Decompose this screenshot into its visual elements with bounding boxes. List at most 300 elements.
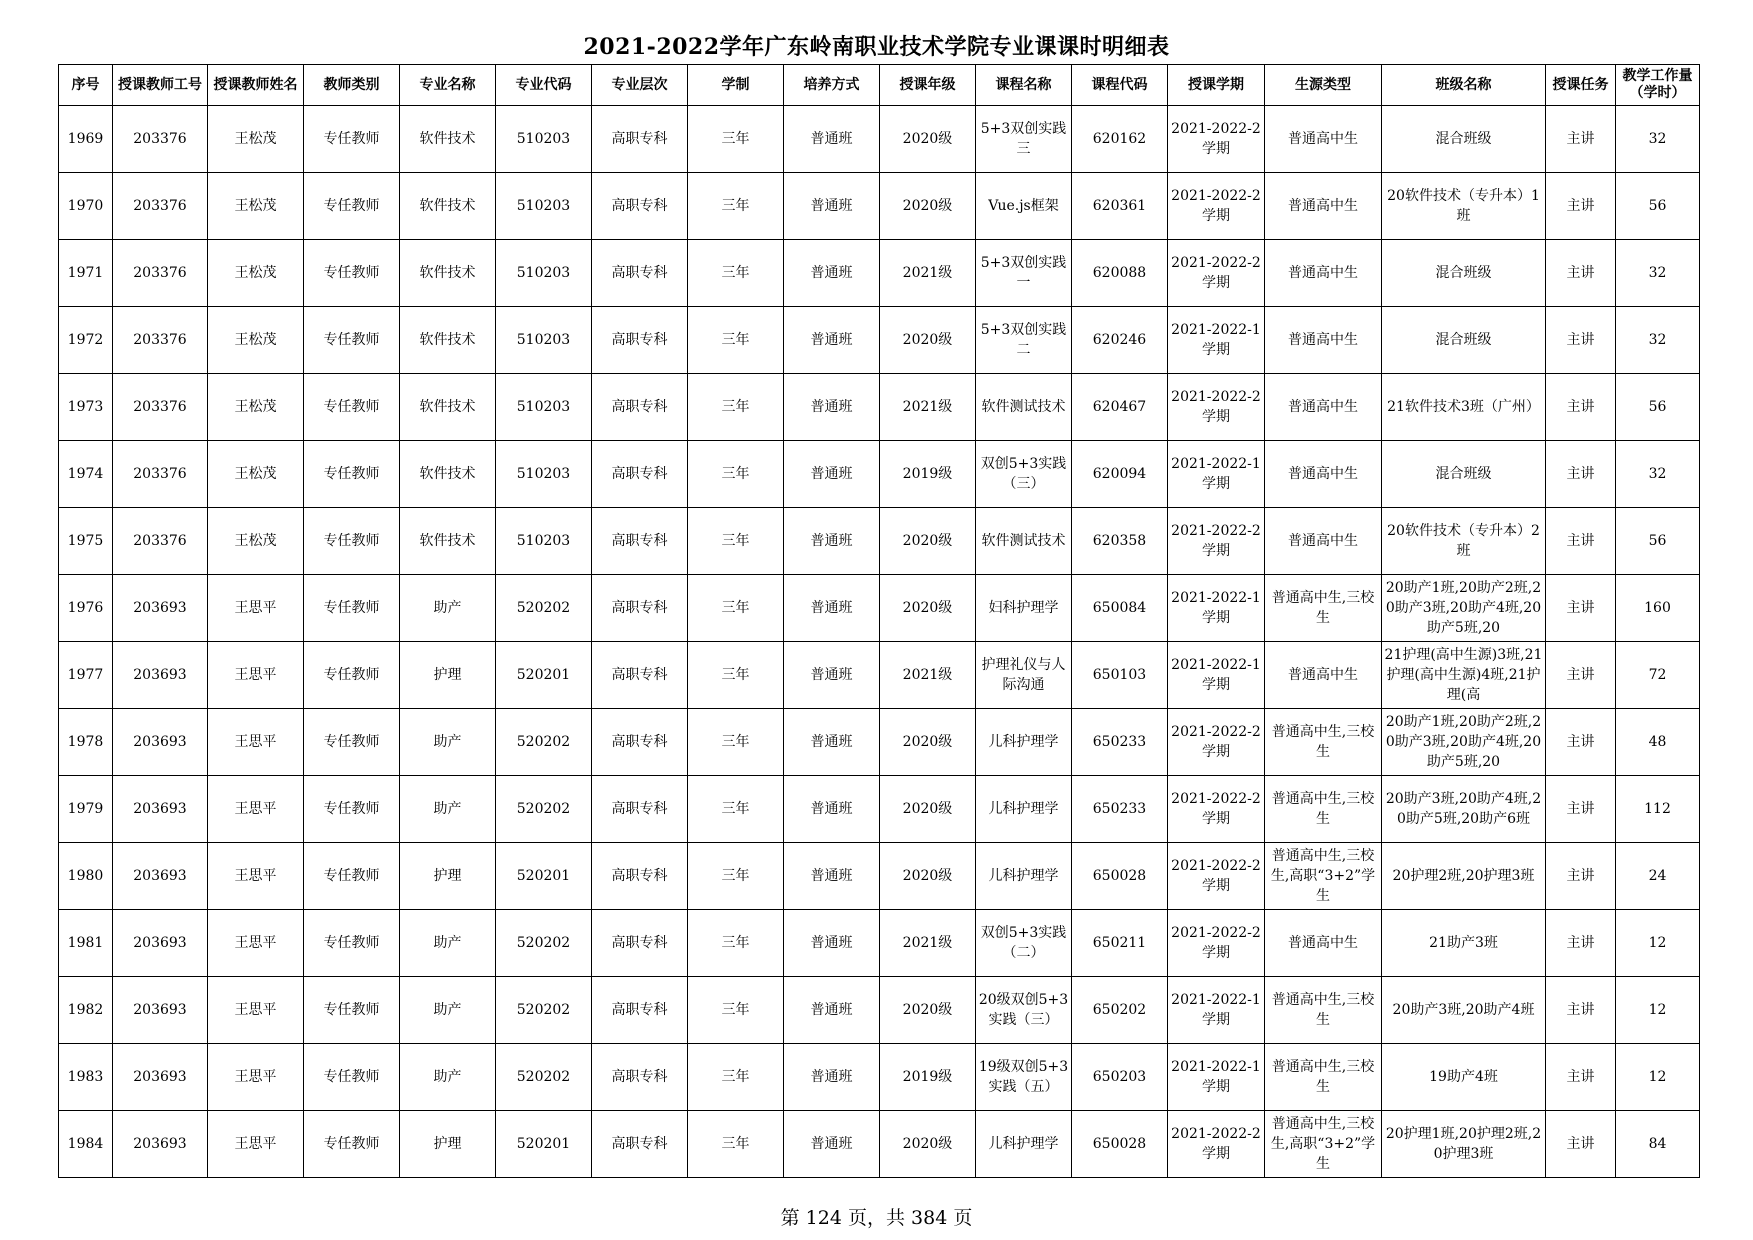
table-cell — [304, 374, 400, 441]
cell-text: 2020级 — [902, 801, 953, 817]
table-cell — [784, 307, 880, 374]
table-row — [59, 508, 1700, 575]
cell-text: 520201 — [516, 1136, 571, 1152]
table-cell — [1265, 441, 1382, 508]
table-cell — [1168, 977, 1265, 1044]
cell-text: 三年 — [721, 265, 750, 281]
table-cell — [1546, 776, 1616, 843]
cell-text: 203376 — [133, 466, 187, 482]
table-row — [59, 776, 1700, 843]
table-cell — [1072, 575, 1168, 642]
cell-text: 56 — [1648, 198, 1667, 214]
cell-text: 专任教师 — [323, 868, 380, 884]
table-cell — [59, 575, 113, 642]
table-row — [59, 307, 1700, 374]
cell-text: 203693 — [133, 667, 187, 683]
cell-text: 主讲 — [1566, 935, 1595, 951]
cell-text: 72 — [1648, 667, 1667, 683]
column-header: 授课教师工号 — [113, 65, 208, 106]
cell-text: 高职专科 — [611, 1069, 668, 1085]
cell-text: 普通班 — [810, 332, 853, 348]
table-cell — [208, 441, 304, 508]
cell-text: 专任教师 — [323, 399, 380, 415]
table-row — [59, 1044, 1700, 1111]
column-header: 课程代码 — [1072, 65, 1168, 106]
table-cell — [1168, 1111, 1265, 1178]
table-cell — [496, 240, 592, 307]
cell-text: 21护理(高中生源)3班,21护理(高中生源)4班,21护理(高 — [1384, 647, 1543, 703]
cell-text: 普通班 — [810, 1136, 853, 1152]
table-cell — [688, 977, 784, 1044]
table-cell — [1072, 240, 1168, 307]
table-cell — [1265, 1044, 1382, 1111]
table-cell — [59, 776, 113, 843]
course-hours-table — [58, 64, 1700, 1178]
column-header: 培养方式 — [784, 65, 880, 106]
cell-text: 1982 — [67, 1002, 104, 1018]
table-cell — [496, 374, 592, 441]
cell-text: 2020级 — [902, 332, 953, 348]
cell-text: 专任教师 — [323, 667, 380, 683]
cell-text: 护理礼仪与人际沟通 — [981, 657, 1066, 693]
cell-text: 专任教师 — [323, 935, 380, 951]
table-cell — [59, 307, 113, 374]
cell-text: 520202 — [516, 600, 571, 616]
table-cell — [59, 508, 113, 575]
table-cell — [1546, 709, 1616, 776]
cell-text: 12 — [1648, 1069, 1667, 1085]
cell-text: 高职专科 — [611, 734, 668, 750]
table-cell — [688, 843, 784, 910]
cell-text: 普通班 — [810, 734, 853, 750]
table-cell — [1168, 843, 1265, 910]
table-cell — [1168, 173, 1265, 240]
table-cell — [1168, 106, 1265, 173]
cell-text: 1978 — [67, 734, 104, 750]
cell-text: 650202 — [1092, 1002, 1147, 1018]
table-cell — [1265, 776, 1382, 843]
cell-text: 普通班 — [810, 533, 853, 549]
table-cell — [1546, 575, 1616, 642]
cell-text: 1980 — [67, 868, 104, 884]
table-cell — [1382, 776, 1546, 843]
cell-text: 520201 — [516, 868, 571, 884]
cell-text: 650103 — [1092, 667, 1147, 683]
cell-text: 软件测试技术 — [981, 533, 1066, 549]
table-cell — [1382, 843, 1546, 910]
cell-text: 王思平 — [234, 667, 277, 683]
table-cell — [592, 642, 688, 709]
table-cell — [304, 307, 400, 374]
table-cell — [208, 173, 304, 240]
table-cell — [1616, 508, 1700, 575]
table-cell — [880, 709, 976, 776]
cell-text: 高职专科 — [611, 868, 668, 884]
column-header: 教学工作量（学时） — [1616, 65, 1700, 106]
table-cell — [976, 910, 1072, 977]
table-cell — [1168, 307, 1265, 374]
table-cell — [208, 106, 304, 173]
cell-text: 2021-2022-2学期 — [1171, 389, 1261, 425]
table-cell — [784, 776, 880, 843]
table-cell — [880, 776, 976, 843]
cell-text: 普通高中生 — [1288, 667, 1358, 683]
table-cell — [1382, 642, 1546, 709]
cell-text: 2021-2022-2学期 — [1171, 791, 1261, 827]
page-title: 2021-2022学年广东岭南职业技术学院专业课课时明细表 — [583, 34, 1170, 60]
table-cell — [113, 173, 208, 240]
table-cell — [1546, 843, 1616, 910]
cell-text: 5+3双创实践一 — [980, 255, 1067, 291]
table-row — [59, 173, 1700, 240]
cell-text: 1972 — [67, 332, 104, 348]
cell-text: 56 — [1648, 533, 1667, 549]
cell-text: 普通高中生 — [1288, 399, 1358, 415]
cell-text: 三年 — [721, 198, 750, 214]
table-cell — [1382, 1044, 1546, 1111]
cell-text: 助产 — [433, 734, 462, 750]
table-cell — [1265, 642, 1382, 709]
column-header: 授课教师姓名 — [208, 65, 304, 106]
cell-text: 20软件技术（专升本）2班 — [1387, 523, 1540, 559]
table-cell — [304, 508, 400, 575]
cell-text: 高职专科 — [611, 935, 668, 951]
cell-text: 儿科护理学 — [988, 1136, 1059, 1152]
cell-text: 620094 — [1092, 466, 1147, 482]
cell-text: 2020级 — [902, 1002, 953, 1018]
column-header: 班级名称 — [1382, 65, 1546, 106]
table-row — [59, 374, 1700, 441]
cell-text: 专任教师 — [323, 1136, 380, 1152]
cell-text: 主讲 — [1566, 1002, 1595, 1018]
table-cell — [592, 508, 688, 575]
cell-text: 三年 — [721, 801, 750, 817]
cell-text: 2021-2022-2学期 — [1171, 858, 1261, 894]
cell-text: 32 — [1648, 332, 1667, 348]
cell-text: 20助产1班,20助产2班,20助产3班,20助产4班,20助产5班,20 — [1385, 580, 1542, 636]
cell-text: 2021-2022-1学期 — [1171, 456, 1261, 492]
cell-text: 203693 — [133, 734, 187, 750]
table-cell — [304, 910, 400, 977]
cell-text: 32 — [1648, 466, 1667, 482]
cell-text: 普通高中生,三校生 — [1271, 724, 1375, 760]
cell-text: 主讲 — [1566, 600, 1595, 616]
cell-text: 高职专科 — [611, 466, 668, 482]
table-cell — [496, 307, 592, 374]
table-cell — [1265, 508, 1382, 575]
cell-text: 普通高中生 — [1288, 265, 1358, 281]
table-cell — [113, 508, 208, 575]
table-cell — [688, 307, 784, 374]
table-cell — [976, 843, 1072, 910]
cell-text: 203693 — [133, 801, 187, 817]
table-cell — [304, 1044, 400, 1111]
cell-text: 510203 — [516, 198, 571, 214]
table-row — [59, 910, 1700, 977]
table-cell — [1546, 307, 1616, 374]
table-cell — [880, 508, 976, 575]
table-cell — [880, 106, 976, 173]
cell-text: 2021-2022-2学期 — [1171, 1126, 1261, 1162]
table-cell — [59, 843, 113, 910]
table-cell — [976, 709, 1072, 776]
table-cell — [1168, 709, 1265, 776]
cell-text: 王松茂 — [234, 466, 277, 482]
table-cell — [1265, 374, 1382, 441]
cell-text: 2020级 — [902, 198, 953, 214]
table-cell — [976, 508, 1072, 575]
cell-text: 1981 — [67, 935, 104, 951]
cell-text: 混合班级 — [1435, 265, 1492, 281]
table-cell — [592, 1044, 688, 1111]
table-cell — [1168, 575, 1265, 642]
cell-text: 普通班 — [810, 1069, 853, 1085]
cell-text: 三年 — [721, 533, 750, 549]
cell-text: 主讲 — [1566, 868, 1595, 884]
table-cell — [1546, 910, 1616, 977]
cell-text: 1971 — [67, 265, 104, 281]
cell-text: 1975 — [67, 533, 104, 549]
table-cell — [688, 240, 784, 307]
table-cell — [976, 307, 1072, 374]
cell-text: 高职专科 — [611, 1136, 668, 1152]
cell-text: 650028 — [1092, 868, 1147, 884]
cell-text: 520202 — [516, 801, 571, 817]
table-cell — [1382, 1111, 1546, 1178]
table-cell — [496, 910, 592, 977]
table-cell — [976, 173, 1072, 240]
table-cell — [592, 240, 688, 307]
table-cell — [496, 1044, 592, 1111]
cell-text: 普通班 — [810, 868, 853, 884]
table-cell — [496, 709, 592, 776]
table-cell — [1265, 575, 1382, 642]
table-row — [59, 240, 1700, 307]
cell-text: 19级双创5+3实践（五） — [978, 1059, 1069, 1095]
table-cell — [304, 441, 400, 508]
cell-text: 专任教师 — [323, 734, 380, 750]
cell-text: 软件技术 — [419, 332, 476, 348]
table-cell — [496, 173, 592, 240]
cell-text: 650028 — [1092, 1136, 1147, 1152]
cell-text: 2021级 — [902, 935, 953, 951]
table-cell — [1382, 508, 1546, 575]
table-cell — [1546, 240, 1616, 307]
table-cell — [1168, 1044, 1265, 1111]
table-cell — [1616, 240, 1700, 307]
table-cell — [496, 977, 592, 1044]
table-cell — [400, 843, 496, 910]
table-cell — [1072, 1044, 1168, 1111]
table-cell — [113, 709, 208, 776]
cell-text: 主讲 — [1566, 265, 1595, 281]
table-cell — [400, 374, 496, 441]
table-cell — [1546, 1044, 1616, 1111]
cell-text: 普通高中生 — [1288, 332, 1358, 348]
table-cell — [592, 173, 688, 240]
table-cell — [1616, 843, 1700, 910]
table-cell — [880, 575, 976, 642]
table-cell — [1072, 441, 1168, 508]
cell-text: 普通班 — [810, 935, 853, 951]
cell-text: 203693 — [133, 1002, 187, 1018]
table-cell — [400, 173, 496, 240]
table-cell — [976, 1111, 1072, 1178]
table-cell — [784, 575, 880, 642]
cell-text: 20助产3班,20助产4班 — [1392, 1002, 1535, 1018]
cell-text: 普通高中生 — [1288, 198, 1358, 214]
table-cell — [1382, 106, 1546, 173]
cell-text: 12 — [1648, 1002, 1667, 1018]
cell-text: 1973 — [67, 399, 104, 415]
table-cell — [400, 575, 496, 642]
table-cell — [400, 642, 496, 709]
cell-text: 主讲 — [1566, 801, 1595, 817]
table-cell — [1265, 910, 1382, 977]
cell-text: 203376 — [133, 332, 187, 348]
cell-text: 2021级 — [902, 667, 953, 683]
cell-text: 普通班 — [810, 198, 853, 214]
table-cell — [976, 1044, 1072, 1111]
table-cell — [976, 374, 1072, 441]
cell-text: 2019级 — [902, 1069, 953, 1085]
cell-text: 21软件技术3班（广州） — [1387, 399, 1540, 415]
cell-text: 王思平 — [234, 868, 277, 884]
table-cell — [1072, 843, 1168, 910]
column-header: 专业代码 — [496, 65, 592, 106]
cell-text: 高职专科 — [611, 265, 668, 281]
table-cell — [496, 843, 592, 910]
table-cell — [400, 307, 496, 374]
page-footer: 第 124 页，共 384 页 — [780, 1207, 973, 1229]
table-row — [59, 709, 1700, 776]
table-cell — [208, 1111, 304, 1178]
table-cell — [784, 977, 880, 1044]
table-cell — [1265, 1111, 1382, 1178]
table-cell — [1072, 508, 1168, 575]
table-cell — [784, 173, 880, 240]
table-cell — [784, 642, 880, 709]
cell-text: 2021级 — [902, 265, 953, 281]
cell-text: 普通高中生,三校生 — [1271, 791, 1375, 827]
table-cell — [59, 910, 113, 977]
table-cell — [1616, 307, 1700, 374]
table-body — [59, 106, 1700, 1178]
cell-text: 三年 — [721, 868, 750, 884]
table-cell — [1072, 173, 1168, 240]
table-cell — [976, 575, 1072, 642]
cell-text: 三年 — [721, 466, 750, 482]
cell-text: 20护理2班,20护理3班 — [1392, 868, 1535, 884]
table-cell — [1265, 977, 1382, 1044]
table-cell — [208, 776, 304, 843]
cell-text: 专任教师 — [323, 265, 380, 281]
cell-text: 19助产4班 — [1429, 1069, 1498, 1085]
cell-text: 2021-2022-2学期 — [1171, 523, 1261, 559]
table-cell — [1265, 307, 1382, 374]
cell-text: 203693 — [133, 600, 187, 616]
cell-text: 203693 — [133, 1069, 187, 1085]
cell-text: 软件技术 — [419, 198, 476, 214]
column-header: 序号 — [59, 65, 113, 106]
table-cell — [400, 1111, 496, 1178]
table-cell — [976, 106, 1072, 173]
table-cell — [592, 307, 688, 374]
cell-text: 620162 — [1092, 131, 1147, 147]
table-cell — [1382, 910, 1546, 977]
cell-text: 2021-2022-2学期 — [1171, 724, 1261, 760]
cell-text: 2021-2022-2学期 — [1171, 255, 1261, 291]
table-cell — [592, 1111, 688, 1178]
cell-text: 2020级 — [902, 1136, 953, 1152]
table-cell — [304, 776, 400, 843]
table-cell — [113, 1111, 208, 1178]
table-cell — [688, 1044, 784, 1111]
table-cell — [113, 307, 208, 374]
cell-text: 王思平 — [234, 600, 277, 616]
table-cell — [113, 977, 208, 1044]
table-cell — [880, 977, 976, 1044]
cell-text: 助产 — [433, 1002, 462, 1018]
cell-text: 1976 — [67, 600, 104, 616]
table-cell — [208, 374, 304, 441]
cell-text: 混合班级 — [1435, 131, 1492, 147]
cell-text: 普通班 — [810, 600, 853, 616]
cell-text: 1977 — [67, 667, 104, 683]
table-cell — [880, 307, 976, 374]
table-cell — [784, 1044, 880, 1111]
table-cell — [592, 374, 688, 441]
table-cell — [208, 575, 304, 642]
cell-text: 32 — [1648, 131, 1667, 147]
table-cell — [880, 910, 976, 977]
cell-text: 王松茂 — [234, 533, 277, 549]
cell-text: 王松茂 — [234, 399, 277, 415]
cell-text: 2021-2022-1学期 — [1171, 322, 1261, 358]
cell-text: 2019级 — [902, 466, 953, 482]
cell-text: 专任教师 — [323, 131, 380, 147]
column-header: 专业层次 — [592, 65, 688, 106]
cell-text: 12 — [1648, 935, 1667, 951]
cell-text: 高职专科 — [611, 533, 668, 549]
cell-text: 三年 — [721, 667, 750, 683]
cell-text: 三年 — [721, 1069, 750, 1085]
cell-text: 2021-2022-2学期 — [1171, 121, 1261, 157]
cell-text: 三年 — [721, 600, 750, 616]
cell-text: 专任教师 — [323, 600, 380, 616]
cell-text: 儿科护理学 — [988, 734, 1059, 750]
cell-text: 普通高中生 — [1288, 533, 1358, 549]
cell-text: 专任教师 — [323, 198, 380, 214]
table-cell — [688, 173, 784, 240]
cell-text: 护理 — [433, 667, 462, 683]
cell-text: 1970 — [67, 198, 104, 214]
cell-text: 620467 — [1092, 399, 1147, 415]
table-cell — [59, 173, 113, 240]
table-cell — [1072, 307, 1168, 374]
cell-text: 203376 — [133, 533, 187, 549]
table-cell — [1616, 776, 1700, 843]
cell-text: 48 — [1648, 734, 1667, 750]
table-cell — [496, 508, 592, 575]
cell-text: 普通班 — [810, 1002, 853, 1018]
table-cell — [1616, 1111, 1700, 1178]
cell-text: Vue.js框架 — [988, 198, 1059, 214]
table-cell — [592, 977, 688, 1044]
cell-text: 650233 — [1092, 801, 1147, 817]
cell-text: 主讲 — [1566, 667, 1595, 683]
table-cell — [1546, 173, 1616, 240]
